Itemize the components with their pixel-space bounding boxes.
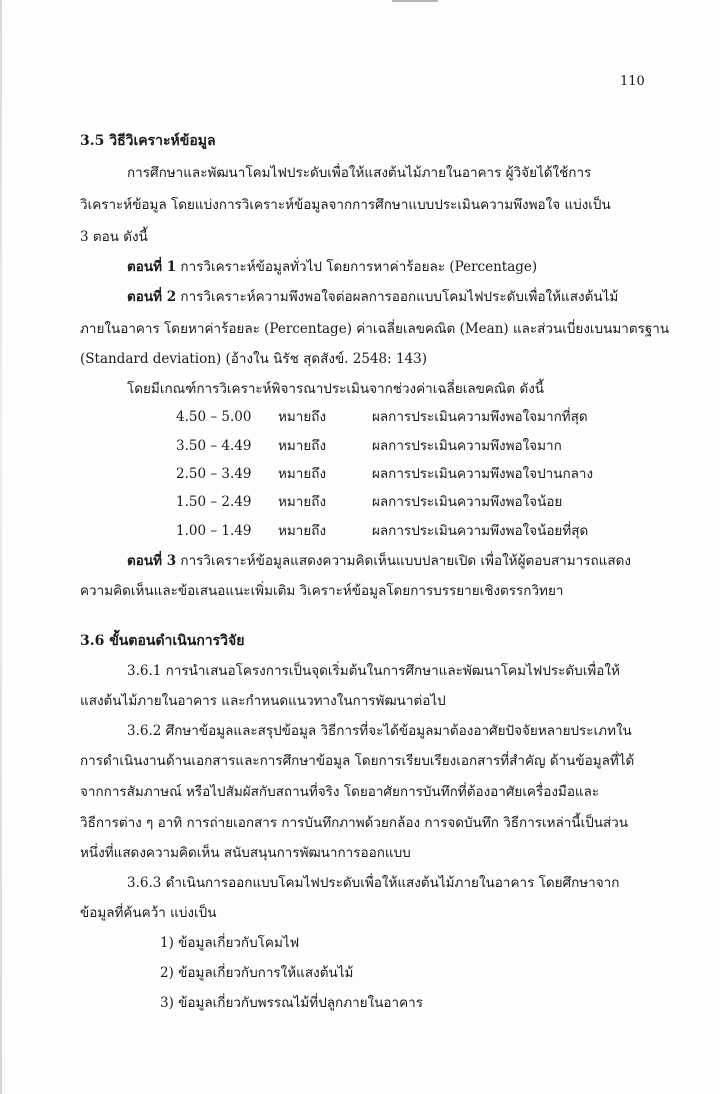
list-item: 1) ข้อมูลเกี่ยวกับโคมไฟ: [160, 935, 300, 951]
criteria-range: 4.50 – 5.00: [176, 409, 252, 425]
criteria-range: 2.50 – 3.49: [176, 466, 252, 482]
criteria-means: หมายถึง: [278, 523, 327, 539]
paragraph-line: หนึ่งที่แสดงความคิดเห็น สนับสนุนการพัฒนาการออกแบบ: [80, 845, 411, 861]
criteria-desc: ผลการประเมินความพึงพอใจมากที่สุด: [372, 409, 588, 425]
paragraph-line: ความคิดเห็นและข้อเสนอแนะเพิ่มเติม วิเคราะห์ข้อมูลโดยการบรรยายเชิงตรรกวิทยา: [80, 583, 564, 599]
criteria-intro: โดยมีเกณฑ์การวิเคราะห์พิจารณาประเมินจากช่วงค่าเฉลี่ยเลขคณิต ดังนี้: [127, 381, 545, 397]
criteria-means: หมายถึง: [278, 438, 327, 454]
paragraph-line: ข้อมูลที่ค้นคว้า แบ่งเป็น: [80, 905, 217, 921]
page-number: 110: [620, 74, 645, 89]
list-item: 2) ข้อมูลเกี่ยวกับการให้แสงต้นไม้: [160, 965, 354, 981]
criteria-range: 3.50 – 4.49: [176, 438, 252, 454]
criteria-means: หมายถึง: [278, 409, 327, 425]
criteria-desc: ผลการประเมินความพึงพอใจน้อยที่สุด: [372, 523, 589, 539]
paragraph-line: 3.6.1 การนำเสนอโครงการเป็นจุดเริ่มต้นในการศึกษาและพัฒนาโคมไฟประดับเพื่อให้: [127, 663, 620, 679]
criteria-means: หมายถึง: [278, 494, 327, 510]
scan-edge: [0, 0, 2, 1094]
criteria-means: หมายถึง: [278, 466, 327, 482]
criteria-desc: ผลการประเมินความพึงพอใจปานกลาง: [372, 466, 594, 482]
part-3-label: ตอนที่ 3: [127, 553, 177, 569]
criteria-desc: ผลการประเมินความพึงพอใจมาก: [372, 438, 562, 454]
part-3-text: การวิเคราะห์ข้อมูลแสดงความคิดเห็นแบบปลายเปิด เพื่อให้ผู้ตอบสามารถแสดง: [180, 553, 631, 569]
section-heading-3-5: 3.5 วิธีวิเคราะห์ข้อมูล: [80, 133, 216, 149]
criteria-range: 1.00 – 1.49: [176, 523, 252, 539]
paragraph-line: วิธีการต่าง ๆ อาทิ การถ่ายเอกสาร การบันทึกภาพด้วยกล้อง การจดบันทึก วิธีการเหล่านี้เป็นส่วน: [80, 815, 629, 831]
paragraph-line: 3 ตอน ดังนี้: [80, 229, 148, 245]
paragraph-line: การศึกษาและพัฒนาโคมไฟประดับเพื่อให้แสงต้นไม้ภายในอาคาร ผู้วิจัยได้ใช้การ: [127, 165, 592, 181]
part-2-line: [127, 288, 618, 306]
paragraph-line: 3.6.2 ศึกษาข้อมูลและสรุปข้อมูล วิธีการที่จะได้ข้อมูลมาต้องอาศัยปัจจัยหลายประเภทใน: [127, 723, 632, 739]
part-1-label: ตอนที่ 1: [127, 259, 177, 275]
paragraph-line: การดำเนินงานด้านเอกสารและการศึกษาข้อมูล โดยการเรียบเรียงเอกสารที่สำคัญ ด้านข้อมูลที่ได้: [80, 753, 635, 769]
paragraph-line: จากการสัมภาษณ์ หรือไปสัมผัสกับสถานที่จริง โดยอาศัยการบันทึกที่ต้องอาศัยเครื่องมือและ: [80, 784, 600, 800]
part-1-text: การวิเคราะห์ข้อมูลทั่วไป โดยการหาค่าร้อยละ (Percentage): [180, 259, 538, 275]
paragraph-line: (Standard deviation) (อ้างใน นิรัช สุดสังข์. 2548: 143): [80, 351, 427, 367]
part-2-label: ตอนที่ 2: [127, 289, 177, 305]
criteria-range: 1.50 – 2.49: [176, 494, 252, 510]
list-item: 3) ข้อมูลเกี่ยวกับพรรณไม้ที่ปลูกภายในอาคาร: [160, 995, 423, 1011]
part-1-line: [127, 258, 537, 276]
section-heading-3-6: 3.6 ขั้นตอนดำเนินการวิจัย: [80, 633, 245, 649]
paragraph-line: วิเคราะห์ข้อมูล โดยแบ่งการวิเคราะห์ข้อมูลจากการศึกษาแบบประเมินความพึงพอใจ แบ่งเป็น: [80, 197, 611, 213]
paragraph-line: แสงต้นไม้ภายในอาคาร และกำหนดแนวทางในการพัฒนาต่อไป: [80, 693, 446, 709]
part-3-line: [127, 552, 631, 570]
scan-mark: [392, 0, 438, 2]
criteria-desc: ผลการประเมินความพึงพอใจน้อย: [372, 494, 563, 510]
paragraph-line: 3.6.3 ดำเนินการออกแบบโคมไฟประดับเพื่อให้แสงต้นไม้ภายในอาคาร โดยศึกษาจาก: [127, 875, 620, 891]
paragraph-line: ภายในอาคาร โดยหาค่าร้อยละ (Percentage) ค่าเฉลี่ยเลขคณิต (Mean) และส่วนเบี่ยงเบนมาตรฐาน: [80, 321, 670, 337]
part-2-text: การวิเคราะห์ความพึงพอใจต่อผลการออกแบบโคมไฟประดับเพื่อให้แสงต้นไม้: [180, 289, 619, 305]
